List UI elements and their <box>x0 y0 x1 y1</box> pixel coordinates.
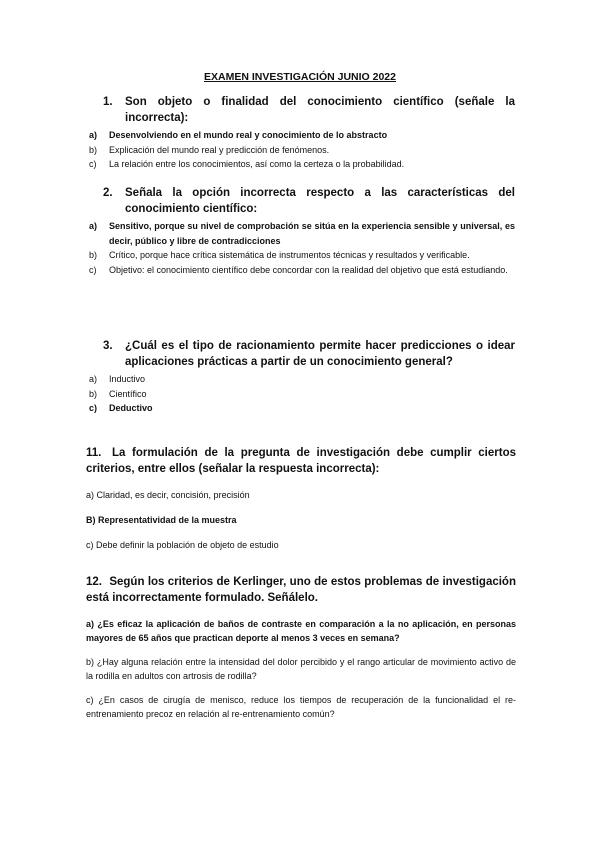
question-3-header <box>89 338 515 370</box>
option-b <box>89 248 515 263</box>
option-letter: b) <box>89 250 98 260</box>
exam-title: EXAMEN INVESTIGACIÓN JUNIO 2022 <box>204 71 396 83</box>
question-number: 3. <box>103 340 113 352</box>
option-letter: a) <box>89 221 98 231</box>
option-letter: c) <box>89 403 98 413</box>
option-letter: b) <box>89 144 98 155</box>
option-b <box>89 387 515 402</box>
option-text: La relación entre los conocimientos, así como la certeza o la probabilidad. <box>109 159 405 169</box>
option-text: Explicación del mundo real y predicción de fenómenos. <box>109 144 330 155</box>
question-2 <box>89 185 515 277</box>
question-text: Señala la opción incorrecta respecto a las características del conocimiento científico: <box>125 187 515 215</box>
question-12-header <box>86 574 516 606</box>
option-a <box>89 372 515 387</box>
option-c <box>89 401 515 416</box>
option-a: a) ¿Es eficaz la aplicación de baños de contraste en comparación a la no aplicación, en personas mayores de 65 años que practican deporte al menos 3 veces en semana? <box>86 619 516 643</box>
question-text: Son objeto o finalidad del conocimiento científico (señale la incorrecta): <box>125 96 515 124</box>
option-b: B) Representatividad de la muestra <box>86 515 237 525</box>
question-number: 1. <box>103 96 113 108</box>
question-2-header <box>89 185 515 217</box>
option-letter: a) <box>89 374 98 384</box>
option-text: Objetivo: el conocimiento científico debe concordar con la realidad del objetivo que está estudiando. <box>109 264 508 275</box>
option-b <box>89 143 515 158</box>
question-number: 2. <box>103 187 113 199</box>
option-c: c) Debe definir la población de objeto de estudio <box>86 540 279 550</box>
option-text: Crítico, porque hace crítica sistemática de instrumentos técnicas y resultados y verificable. <box>109 250 470 260</box>
option-text: Científico <box>109 388 147 399</box>
option-letter: c) <box>89 264 97 275</box>
question-number: 11. <box>86 447 102 459</box>
option-c <box>89 157 515 172</box>
option-text: Desenvolviendo en el mundo real y conocimiento de lo abstracto <box>109 130 388 140</box>
option-text: Deductivo <box>109 403 153 413</box>
option-a <box>89 219 515 248</box>
question-text: La formulación de la pregunta de investigación debe cumplir ciertos criterios, entre ellos (señalar la respuesta incorrecta): <box>86 447 516 475</box>
question-1-header <box>89 94 515 126</box>
question-text: ¿Cuál es el tipo de racionamiento permite hacer predicciones o idear aplicaciones prácticas a partir de un conocimiento general? <box>125 340 515 368</box>
option-b: b) ¿Hay alguna relación entre la intensidad del dolor percibido y el rango articular de movimiento activo de la rodilla en adultos con artrosis de rodilla? <box>86 657 516 681</box>
question-1 <box>89 94 515 172</box>
option-c: c) ¿En casos de cirugía de menisco, reduce los tiempos de recuperación de la funcionalidad el re-entrenamiento precoz en relación al re-entrenamiento común? <box>86 695 516 719</box>
question-11-heading-text <box>86 445 516 477</box>
option-a: a) Claridad, es decir, concisión, precisión <box>86 490 250 500</box>
option-c <box>89 263 515 278</box>
question-11 <box>86 445 516 552</box>
question-3 <box>89 338 515 416</box>
option-letter: a) <box>89 130 98 140</box>
question-12-heading-text <box>86 574 516 606</box>
question-11-header <box>86 445 516 477</box>
question-12 <box>86 574 516 721</box>
option-letter: c) <box>89 159 97 169</box>
option-text: Inductivo <box>109 374 146 384</box>
option-a <box>89 128 515 143</box>
option-letter: b) <box>89 388 98 399</box>
question-number: 12. <box>86 576 102 588</box>
question-text: Según los criterios de Kerlinger, uno de estos problemas de investigación está incorrectamente formulado. Señálelo. <box>86 576 516 604</box>
option-text: Sensitivo, porque su nivel de comprobación se sitúa en la experiencia sensible y universal, es decir, público y libre de contradicciones <box>109 221 515 246</box>
